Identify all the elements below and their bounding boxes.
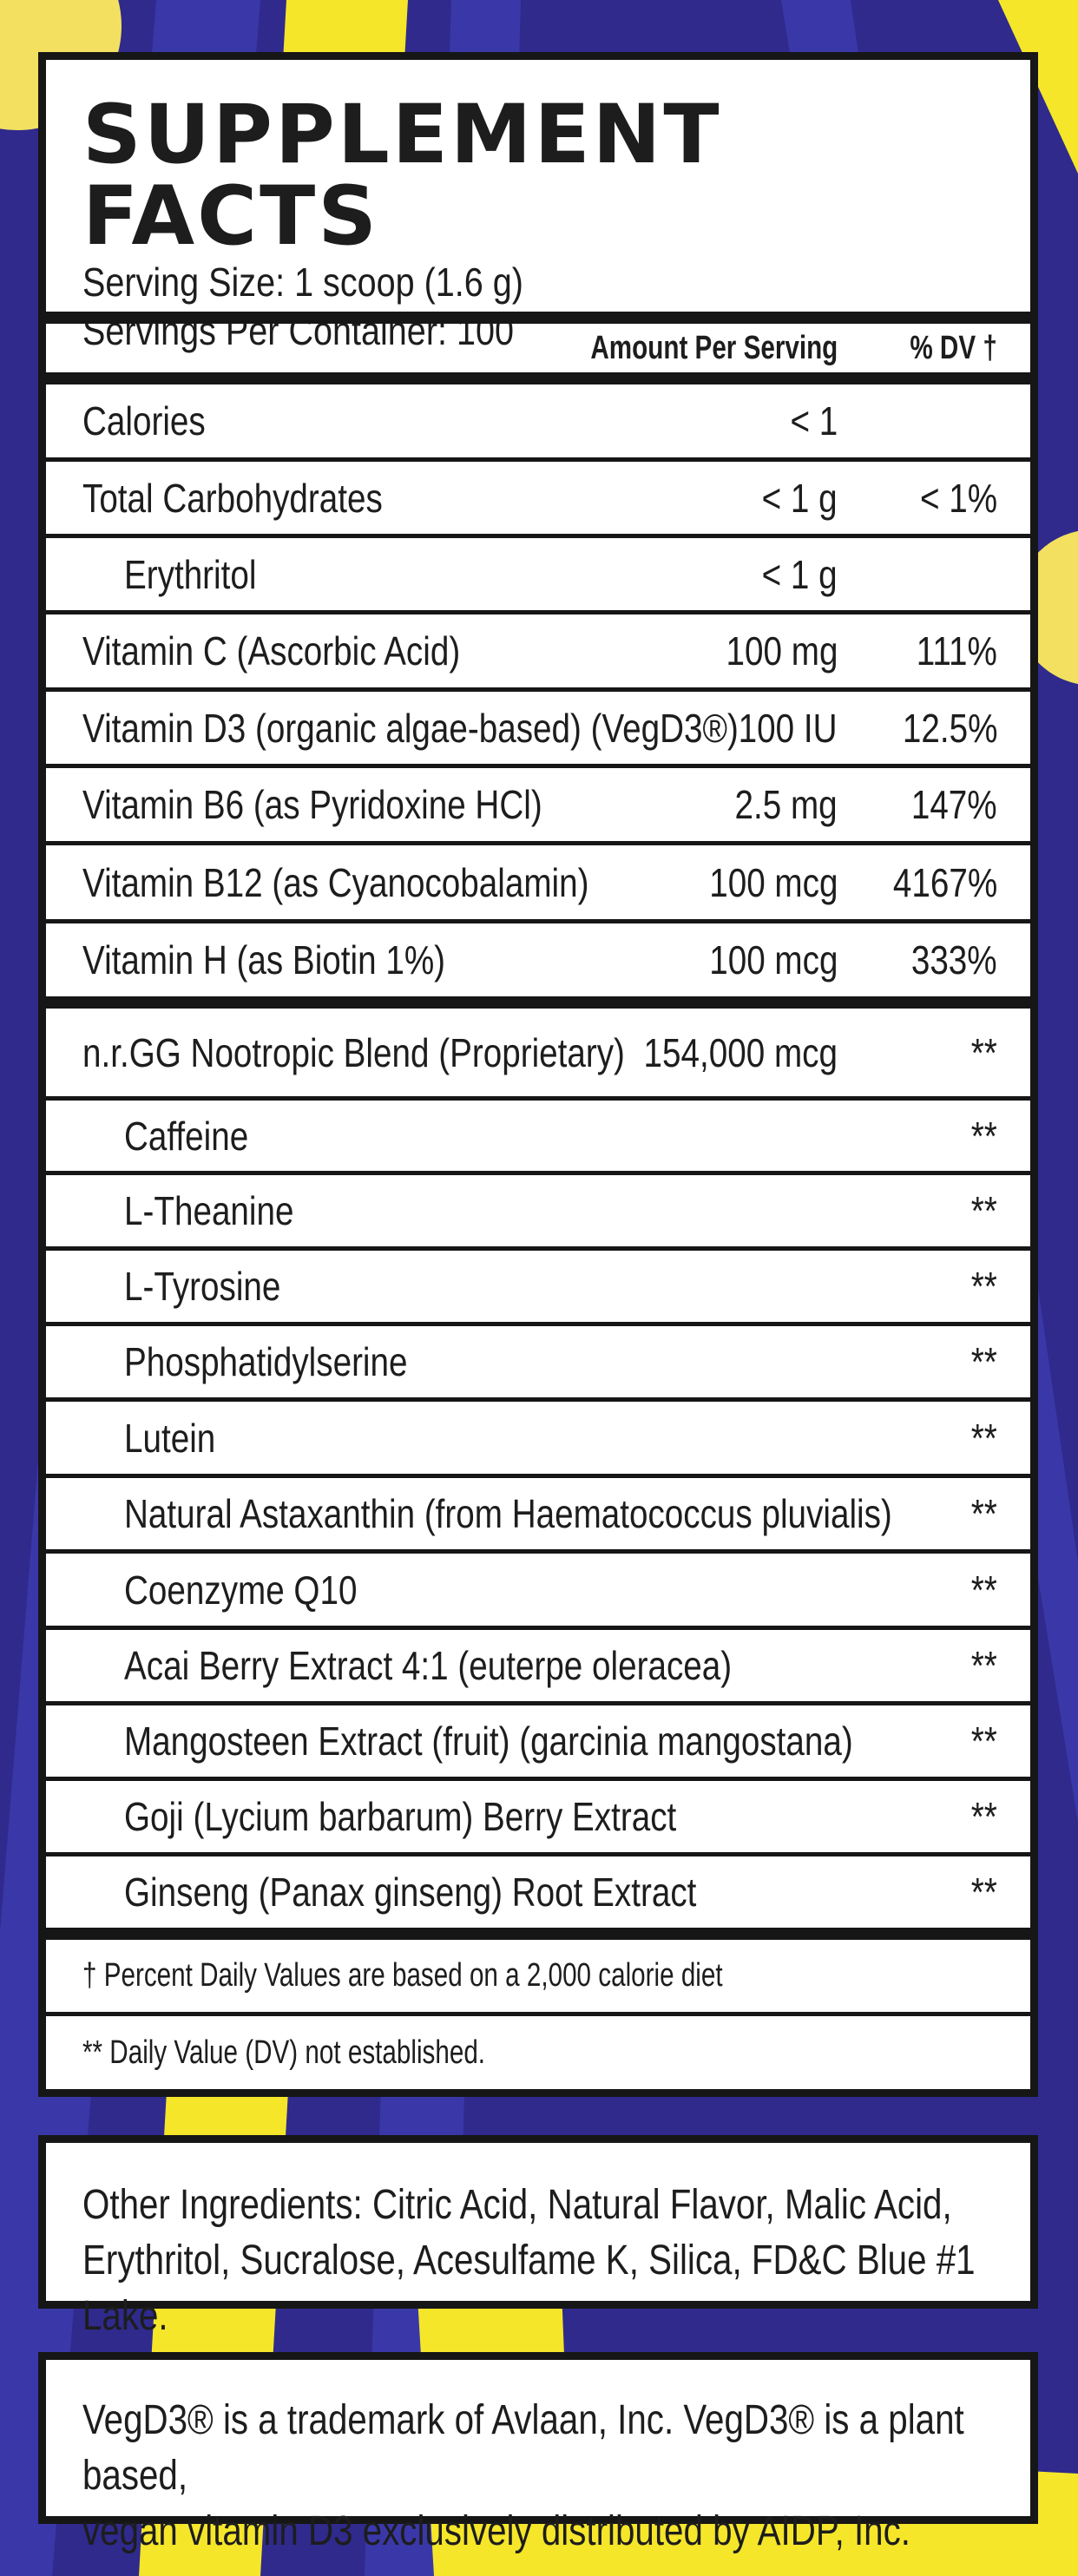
blend-item-name: Lutein — [124, 1415, 216, 1461]
nutrient-dv: 111% — [916, 628, 997, 674]
nutrient-name: Vitamin B6 (as Pyridoxine HCl) — [82, 782, 542, 827]
nutrient-amount: 100 mg — [726, 628, 838, 674]
nutrient-row — [46, 923, 1030, 1009]
nutrient-row — [46, 614, 1030, 692]
blend-amount: 154,000 mcg — [643, 1029, 838, 1075]
nutrient-row — [46, 538, 1030, 614]
blend-item-dv: ** — [970, 1339, 997, 1384]
nutrient-amount: 100 mcg — [708, 937, 838, 982]
nutrient-amount: < 1 g — [761, 551, 838, 597]
nutrient-dv: 333% — [911, 937, 997, 982]
serving-size: Serving Size: 1 scoop (1.6 g) — [82, 260, 523, 305]
nutrient-name: Vitamin C (Ascorbic Acid) — [82, 628, 461, 674]
blend-item-name: Ginseng (Panax ginseng) Root Extract — [124, 1870, 697, 1915]
blend-item-dv: ** — [970, 1794, 997, 1839]
blend-row — [46, 1009, 1030, 1101]
blend-item-row — [46, 1251, 1030, 1326]
nutrient-row — [46, 384, 1030, 462]
nutrient-name: Total Carbohydrates — [82, 475, 383, 521]
blend-item-name: Phosphatidylserine — [124, 1339, 408, 1384]
blend-item-name: Natural Astaxanthin (from Haematococcus pluvialis) — [124, 1491, 892, 1536]
blend-item-row — [46, 1101, 1030, 1175]
supplement-facts-panel — [38, 52, 1038, 2097]
blend-item-row — [46, 1630, 1030, 1705]
blend-item-row — [46, 1402, 1030, 1478]
blend-item-dv: ** — [970, 1870, 997, 1915]
nutrient-dv: 4167% — [892, 859, 997, 905]
other-ingredients-panel — [38, 2135, 1038, 2339]
blend-item-row — [46, 1326, 1030, 1402]
footnote-dv-text: † Percent Daily Values are based on a 2,000 calorie diet — [82, 1957, 723, 1994]
nutrient-amount: < 1 — [790, 398, 838, 444]
blend-item-dv: ** — [970, 1264, 997, 1309]
blend-item-name: Acai Berry Extract 4:1 (euterpe oleracea) — [124, 1643, 733, 1688]
servings-per-container: Servings Per Container: 100 — [82, 308, 514, 353]
dv-header: % DV † — [910, 330, 997, 366]
other-ingredients-line: Erythritol, Sucralose, Acesulfame K, Silica, FD&C Blue #1 Lake. — [82, 2238, 976, 2339]
nutrient-dv: < 1% — [919, 475, 997, 521]
blend-item-name: Mangosteen Extract (fruit) (garcinia mangostana) — [124, 1718, 853, 1764]
other-ingredients-line: Other Ingredients: Citric Acid, Natural Flavor, Malic Acid, — [82, 2182, 952, 2228]
nutrient-amount: < 1 g — [761, 475, 838, 521]
blend-item-name: L-Theanine — [124, 1188, 294, 1233]
nutrient-dv: 147% — [911, 782, 997, 827]
nutrient-row — [46, 462, 1030, 538]
trademark-line: vegan vitamin D3 exclusively distributed by AIDP, Inc. — [82, 2508, 910, 2554]
blend-item-row — [46, 1781, 1030, 1856]
blend-item-row — [46, 1478, 1030, 1554]
blend-item-dv: ** — [970, 1567, 997, 1613]
nutrient-row — [46, 845, 1030, 923]
blend-item-row — [46, 1554, 1030, 1630]
footnote-na-text: ** Daily Value (DV) not established. — [82, 2034, 486, 2071]
nutrient-amount: 100 IU — [739, 705, 838, 751]
blend-name: n.r.GG Nootropic Blend (Proprietary) — [82, 1029, 625, 1075]
trademark-panel — [38, 2352, 1038, 2554]
blend-item-dv: ** — [970, 1491, 997, 1536]
nutrient-row — [46, 692, 1030, 768]
nutrient-name: Calories — [82, 398, 206, 444]
blend-item-name: Caffeine — [124, 1113, 249, 1159]
nutrient-dv: 12.5% — [902, 705, 997, 751]
blend-item-row — [46, 1705, 1030, 1781]
panel-title: SUPPLEMENT FACTS — [82, 88, 722, 264]
nutrient-amount: 100 mcg — [708, 859, 838, 905]
blend-dv: ** — [970, 1029, 997, 1075]
blend-item-dv: ** — [970, 1643, 997, 1688]
blend-item-dv: ** — [970, 1718, 997, 1764]
nutrient-name: Erythritol — [124, 551, 257, 597]
blend-item-name: Goji (Lycium barbarum) Berry Extract — [124, 1794, 677, 1839]
footnote-dv — [46, 1940, 1030, 2016]
amount-header: Amount Per Serving — [590, 330, 838, 366]
nutrient-name: Vitamin H (as Biotin 1%) — [82, 937, 446, 982]
blend-item-row — [46, 1856, 1030, 1940]
blend-item-name: Coenzyme Q10 — [124, 1567, 358, 1613]
nutrient-name: Vitamin D3 (organic algae-based) (VegD3®) — [82, 705, 739, 751]
nutrient-row — [46, 768, 1030, 845]
column-header — [46, 312, 1030, 384]
blend-item-dv: ** — [970, 1113, 997, 1159]
blend-item-dv: ** — [970, 1415, 997, 1461]
trademark-text — [82, 2393, 1009, 2560]
trademark-line: VegD3® is a trademark of Avlaan, Inc. VegD3® is a plant based, — [82, 2397, 964, 2499]
nutrient-amount: 2.5 mg — [734, 782, 838, 827]
blend-item-dv: ** — [970, 1188, 997, 1233]
footnote-not-established — [46, 2016, 1030, 2089]
other-ingredients-text — [82, 2178, 1009, 2344]
blend-item-row — [46, 1175, 1030, 1251]
blend-item-name: L-Tyrosine — [124, 1264, 281, 1309]
nutrient-name: Vitamin B12 (as Cyanocobalamin) — [82, 859, 589, 905]
